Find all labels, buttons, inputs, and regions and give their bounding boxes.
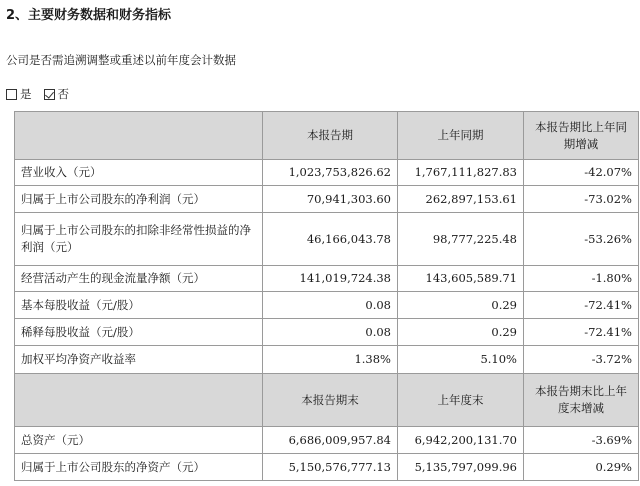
change-value: -73.02%	[524, 186, 639, 213]
header-cell: 上年度末	[398, 374, 524, 427]
table-row	[15, 319, 639, 346]
table-row	[15, 266, 639, 292]
table-header-row	[15, 112, 639, 160]
checkbox-no-checked-icon[interactable]	[44, 89, 55, 100]
period-end-value: 5,150,576,777.13	[263, 454, 398, 481]
financial-data-table	[14, 111, 639, 481]
current-period-value: 46,166,043.78	[263, 213, 398, 266]
row-label: 总资产（元）	[15, 427, 263, 454]
row-label: 加权平均净资产收益率	[15, 346, 263, 374]
period-end-value: 6,686,009,957.84	[263, 427, 398, 454]
table-row	[15, 186, 639, 213]
row-label: 归属于上市公司股东的扣除非经常性损益的净利润（元）	[15, 213, 263, 266]
restatement-question: 公司是否需追溯调整或重述以前年度会计数据	[6, 53, 236, 67]
table-row	[15, 292, 639, 319]
change-value: -72.41%	[524, 319, 639, 346]
prior-year-end-value: 6,942,200,131.70	[398, 427, 524, 454]
header-cell	[15, 112, 263, 160]
prior-period-value: 0.29	[398, 319, 524, 346]
table-header-row	[15, 374, 639, 427]
header-cell	[15, 374, 263, 427]
row-label: 归属于上市公司股东的净资产（元）	[15, 454, 263, 481]
table-row	[15, 160, 639, 186]
prior-period-value: 1,767,111,827.83	[398, 160, 524, 186]
row-label: 经营活动产生的现金流量净额（元）	[15, 266, 263, 292]
table-row	[15, 346, 639, 374]
prior-period-value: 5.10%	[398, 346, 524, 374]
table-row	[15, 213, 639, 266]
change-value: 0.29%	[524, 454, 639, 481]
prior-period-value: 143,605,589.71	[398, 266, 524, 292]
current-period-value: 70,941,303.60	[263, 186, 398, 213]
prior-period-value: 98,777,225.48	[398, 213, 524, 266]
table-row	[15, 454, 639, 481]
choice-no-label: 否	[57, 87, 69, 101]
current-period-value: 1,023,753,826.62	[263, 160, 398, 186]
change-value: -1.80%	[524, 266, 639, 292]
table-row	[15, 427, 639, 454]
prior-period-value: 262,897,153.61	[398, 186, 524, 213]
change-value: -42.07%	[524, 160, 639, 186]
current-period-value: 1.38%	[263, 346, 398, 374]
current-period-value: 0.08	[263, 292, 398, 319]
change-value: -72.41%	[524, 292, 639, 319]
row-label: 营业收入（元）	[15, 160, 263, 186]
row-label: 稀释每股收益（元/股）	[15, 319, 263, 346]
change-value: -3.69%	[524, 427, 639, 454]
checkbox-yes-icon[interactable]	[6, 89, 17, 100]
header-cell: 上年同期	[398, 112, 524, 160]
header-cell: 本报告期比上年同期增减	[524, 112, 639, 160]
current-period-value: 0.08	[263, 319, 398, 346]
row-label: 基本每股收益（元/股）	[15, 292, 263, 319]
prior-year-end-value: 5,135,797,099.96	[398, 454, 524, 481]
row-label: 归属于上市公司股东的净利润（元）	[15, 186, 263, 213]
change-value: -53.26%	[524, 213, 639, 266]
restatement-choice	[6, 86, 69, 102]
header-cell: 本报告期末	[263, 374, 398, 427]
header-cell: 本报告期末比上年度末增减	[524, 374, 639, 427]
current-period-value: 141,019,724.38	[263, 266, 398, 292]
change-value: -3.72%	[524, 346, 639, 374]
section-title: 2、主要财务数据和财务指标	[6, 8, 172, 23]
choice-yes-label: 是	[20, 87, 32, 101]
prior-period-value: 0.29	[398, 292, 524, 319]
header-cell: 本报告期	[263, 112, 398, 160]
